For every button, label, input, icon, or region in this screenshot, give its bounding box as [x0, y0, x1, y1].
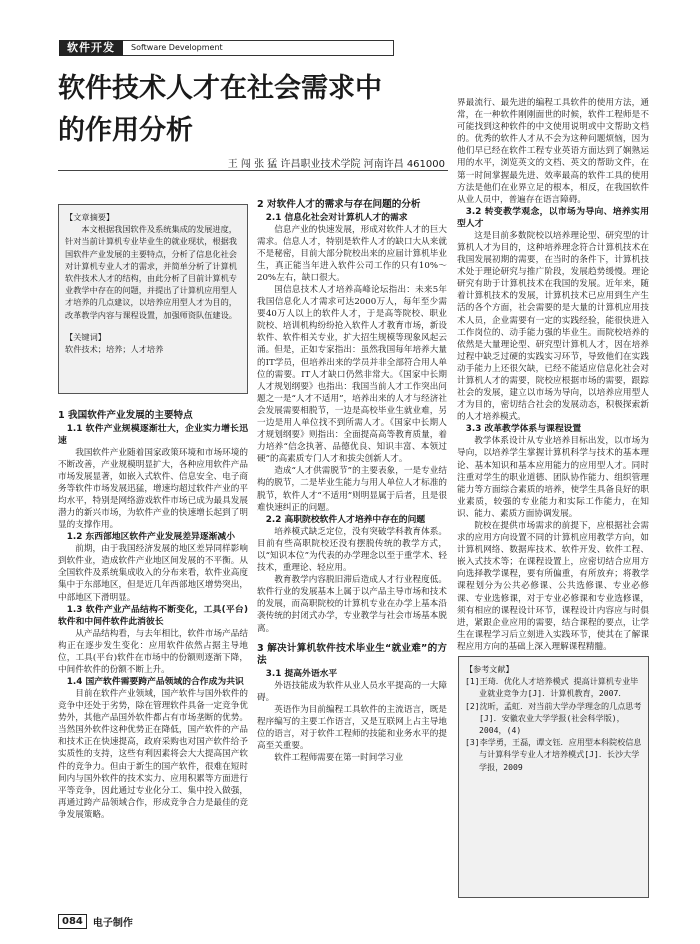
paragraph: 英语作为目前编程工具软件的主流语言，既是程序编写的主要工作语言，又是互联网上占主导地位的语言，对于软件工程师的技能和业务水平的提高至关重要。	[257, 704, 447, 752]
abstract-box	[58, 204, 248, 394]
keywords-text: 软件技术；培养；人才培养	[65, 344, 164, 355]
subsection-heading: 2.2 高职院校软件人才培养中存在的问题	[265, 514, 426, 525]
keywords-label: 【关键词】	[65, 331, 106, 342]
section-header	[59, 40, 394, 56]
paragraph: 从产品结构看，与去年相比，软件市场产品结构正在逐步发生变化：应用软件依然占据主导地位，工具(平台)软件在市场中的份额则逐渐下降，中间件软件的份额不断上升。	[58, 628, 248, 675]
paragraph: 目前在软件产业领域，国产软件与国外软件的竞争中还处于劣势，除在管理软件具备一定竞争优势外，其他产品国外软件都占有市场垄断的优势。当然国外软件这种优势正在降低，国产软件的产品和技术正在快速提高，政府采购也对国产软件给予实质性的支持，这些有利因素将会大大提高国产软件的竞争力。但由于新生的国产软件，很难在短时间内与国外软件的技术实力、应用积累等方面进行平等竞争，因此通过专业化分工、集中投入做强，再通过跨产品领域合作，形成竞争合力是最佳的竞争发展策略。	[58, 689, 248, 820]
reference-item: [3]李学勇，王磊，谭文钰．应用型本科院校信息与计算科学专业人才培养模式[J]．长沙大学学报，2009	[465, 737, 642, 772]
paragraph: 造成“人才供需脱节”的主要表象，一是专业结构的脱节，二是毕业生能力与用人单位人才标准的脱节，软件人才“不适用”则明显属于后者，且是很难快速纠正的问题。	[257, 466, 447, 513]
paragraph: 教学体系设计从专业培养目标出发，以市场为导向，以培养学生掌握计算机科学与技术的基本理论、基本知识和基本应用能力的应用型人才。同时注重对学生的职业道德、团队协作能力、组织管理能力等方面综合素质的培养，使学生具备良好的职业素质，较强的专业能力和实际工作能力，在知识、能力、素质方面协调发展。	[457, 436, 649, 519]
title-line-1: 软件技术人才在社会需求中	[58, 73, 382, 104]
column-middle	[257, 197, 447, 764]
paragraph: 信息产业的快速发展，形成对软件人才的巨大需求。信息人才，特别是软件人才的缺口大从来就不是秘密，目前大部分院校出来的应届计算机毕业生，真正能当年进入软件公司工作的只有10%～20%左右，缺口很大。	[257, 224, 447, 283]
subsection-heading: 3.3 改革教学体系与课程设置	[465, 424, 582, 435]
paragraph: 我国软件产业随着国家政策环境和市场环境的不断改善，产业规模明显扩大，各种应用软件产品市场发展显著，如嵌入式软件、信息安全、电子商务等软件市场发展迅猛，增速均超过软件产业的平均水平，特别是网络游戏软件市场已成为最具发展潜力的新兴市场，为软件产业的快速增长起到了明显的支撑作用。	[58, 447, 248, 531]
subsection-heading: 1.1 软件产业规模逐渐壮大，企业实力增长迅速	[58, 423, 248, 446]
paragraph: 软件工程师需要在第一时间学习业	[274, 753, 404, 764]
subsection-heading: 1.4 国产软件需要跨产品领域的合作成为共识	[66, 677, 244, 687]
journal-name: 电子制作	[92, 918, 133, 929]
paragraph: 教育教学内容脱旧滞后造成人才行业程度低。软件行业的发展基本上属于以产品主导市场和技术的发展，而高职院校的计算机专业在办学上基本沿袭传统的封闭式办学，专业教学与社会市场基本脱离。	[257, 575, 447, 634]
abstract-label: 【文章摘要】	[65, 212, 115, 222]
subsection-heading: 2.1 信息化社会对计算机人才的需求	[265, 212, 408, 223]
reference-item: [2]沈昕，孟虹．对当前大学办学理念的几点思考[J]．安徽农业大学学报(社会科学版)，2004，(4)	[465, 700, 642, 736]
paragraph: 界最流行、最先进的编程工具软件的使用方法，通常，在一种软件刚刚面世的时候，软件工程师是不可能找到这种软件的中文使用说明或中文帮助文档的。优秀的软件人才从不会为这种问题烦恼，因为他们早已经在软件工程专业英语方面达到了娴熟运用的水平，浏览英文的文档、英文的帮助文件，在第一时间掌握最先进、效率最高的软件工具的使用方法是他们在业界立足的根本，相反，在我国软件从业人员中，普遍存在语言障碍。	[457, 98, 649, 205]
paragraph: 国信息技术人才培养高峰论坛指出：未来5年我国信息化人才需求可达2000万人，每年至少需要40万人以上的软件人才，于是高等院校、职业院校、培训机构纷纷抢入软件人才教育市场，新设软件、软件相关专业，扩大招生规模等现象风起云涌。但是，正如专家指出：虽然我国每年培养大量的IT学员，但培养出来的学员并非全部符合用人单位的需要。IT人才缺口仍然非常大。《国家中长期人才规划纲要》也指出：我国当前人才工作突出问题之一是“人才不适用”，培养出来的人才与经济社会发展需要相脱节，一边是高校毕业生就业难，另一边是用人单位找不到所需人才。《国家中长期人才规划纲要》则指出：全面提高高等教育质量，着力培养“信念执著、品德优良、知识丰富、本领过硬”的高素质专门人才和拔尖创新人才。	[257, 284, 447, 465]
subsection-heading: 1.3 软件产业产品结构不断变化，工具(平台)软件和中间件软件此消彼长	[58, 604, 248, 627]
references-box	[458, 656, 649, 898]
paragraph: 前期，由于我国经济发展的地区差异同样影响到软件业，造成软件产业地区间发展的不平衡。从全国软件及系统集成收入的分布来看，软件业高度集中于东部地区，但是近几年西部地区增势突出，中部地区下滑明显。	[58, 544, 248, 603]
section-heading: 1 我国软件产业发展的主要特点	[58, 410, 193, 421]
page-number: 084	[58, 914, 87, 929]
section-label-english: Software Development	[123, 40, 394, 56]
section-heading: 2 对软件人才的需求与存在问题的分析	[257, 199, 421, 210]
paragraph: 外语技能成为软件从业人员水平提高的一大障碍。	[257, 680, 447, 703]
subsection-heading: 3.1 提高外语水平	[265, 668, 338, 679]
paragraph: 院校在提供市场需求的前提下，应根据社会需求的应用方向设置不同的计算机应用教学方向，如计算机网络、数据库技术、软件开发、软件工程、嵌入式技术等；在课程设置上，应密切结合应用方向选择教学课程，要有所偏重，有所放弃；将教学课程划分为公共必修课、公共选修课、专业必修课、专业选修课，对于专业必修课和专业选修课，须有相应的课程设计环节，课程设计内容应与时俱进，紧跟企业应用的需要，结合课程的要点，让学生在课程学习后立刻进入实践环节，使其在了解课程应用方向的基础上深入理解课程精髓。	[457, 521, 649, 652]
column-left	[58, 408, 248, 821]
reference-item: [1]王琦．优化人才培养模式 提高计算机专业毕业就业竞争力[J]．计算机教育，2007．	[465, 676, 639, 699]
author-line: 王 闯 张 猛 许昌职业技术学院 河南许昌 461000	[227, 159, 445, 170]
title-divider	[58, 170, 448, 171]
title-line-2: 的作用分析	[58, 115, 193, 146]
subsection-heading: 1.2 东西部地区软件产业发展差异逐渐减小	[66, 532, 235, 543]
section-label: 软件开发	[59, 40, 123, 56]
paragraph: 培养模式缺乏定位，没有突破学科教育体系。目前有些高职院校还没有摆脱传统的教学方式，以“知识本位”为代表的办学理念以至于重学术、轻技术，重理论、轻应用。	[257, 526, 447, 574]
article-title	[58, 68, 438, 152]
section-heading: 3 解决计算机软件技术毕业生“就业难”的方法	[257, 642, 447, 667]
references-label: 【参考文献】	[465, 664, 514, 674]
subsection-heading: 3.2 转变教学观念，以市场为导向、培养实用型人才	[457, 206, 649, 229]
abstract-text: 本文根据我国软件及系统集成的发展进度，针对当前计算机专业毕业生的就业现状，根据我国软件产业发展的主要特点，分析了信息化社会对计算机专业人才的需求，并简单分析了计算机软件技术人才的结构，由此分析了目前计算机专业教学中存在的问题，并提出了计算机应用型人才培养的几点建议，以培养应用型人才为目的，改革教学内容与课程设置，加强师资队伍建设。	[65, 224, 237, 320]
paragraph: 这是目前多数院校以培养理论型、研究型的计算机人才为目的，这种培养理念符合计算机技术在我国发展初期的需要，在当时的条件下，计算机技术处于理论研究与推广阶段，发展趋势缓慢。理论研究有助于计算机技术在我国的发展。近年来，随着计算机技术的发展，计算机技术已应用到生产生活的各个方面，社会需要的是大量的计算机应用技术人员，企业需要有一定的实践经验，能很快进入工作岗位的、动手能力强的毕业生。而院校培养的依然是大量理论型、研究型计算机人才，因在培养过程中缺乏过硬的实践实习环节，导致他们在实践动手能力上还很欠缺，已经不能适应信息化社会对计算机人才的需要，院校应根据市场的需要，跟踪社会的发展，建立以市场为导向，以培养应用型人才为目的，密切结合社会的发展动态，积极探索新的人才培养模式。	[457, 230, 649, 423]
page-footer	[58, 914, 133, 929]
column-right	[457, 97, 649, 653]
